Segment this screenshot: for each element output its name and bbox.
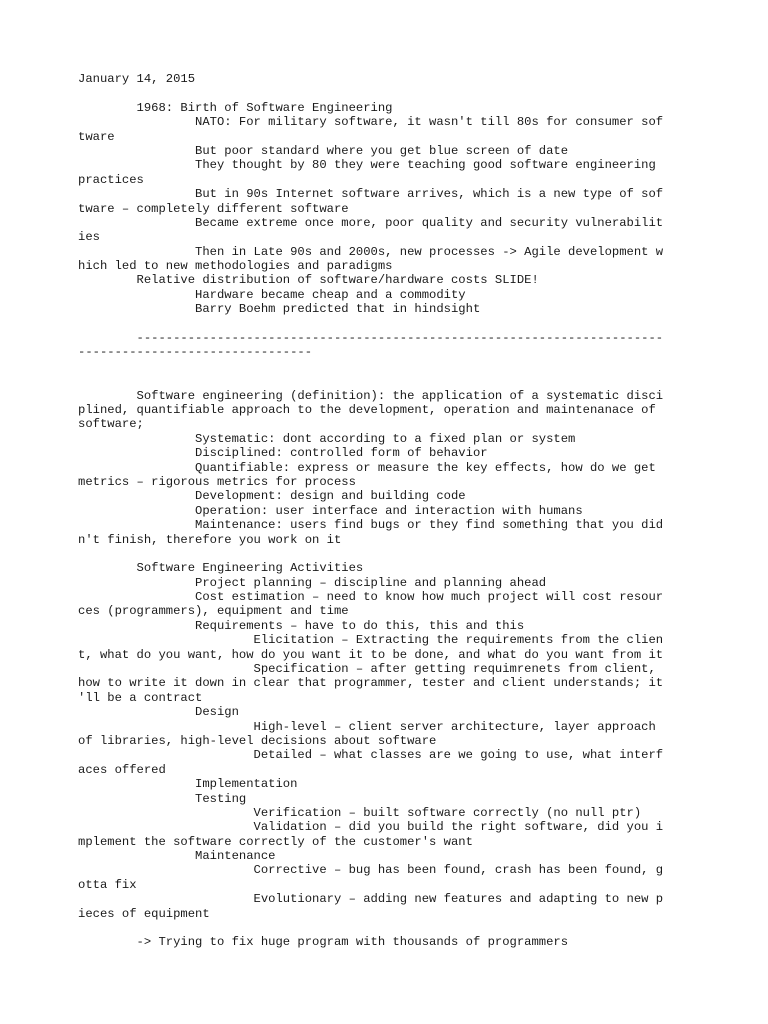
- text-line: ies: [78, 230, 100, 245]
- text-line: Cost estimation – need to know how much project will cost resour: [78, 590, 664, 605]
- text-line: Elicitation – Extracting the requirements from the clien: [78, 633, 664, 648]
- text-line: Maintenance: [78, 849, 276, 864]
- text-line: Maintenance: users find bugs or they find something that you did: [78, 518, 664, 533]
- text-line: Barry Boehm predicted that in hindsight: [78, 302, 481, 317]
- text-line: practices: [78, 172, 144, 187]
- text-line: Hardware became cheap and a commodity: [78, 287, 466, 302]
- text-line: Detailed – what classes are we going to use, what interf: [78, 748, 664, 763]
- text-line: Corrective – bug has been found, crash has been found, g: [78, 863, 664, 878]
- text-line: Requirements – have to do this, this and this: [78, 618, 525, 633]
- text-line: how to write it down in clear that programmer, tester and client understands; it: [78, 676, 664, 691]
- text-line: 'll be a contract: [78, 690, 203, 705]
- text-line: otta fix: [78, 877, 137, 892]
- date-line: January 14, 2015: [78, 72, 196, 86]
- text-line: But in 90s Internet software arrives, which is a new type of sof: [78, 187, 664, 202]
- text-line: mplement the software correctly of the customer's want: [78, 834, 473, 849]
- text-line: Development: design and building code: [78, 489, 466, 504]
- text-line: aces offered: [78, 762, 166, 777]
- text-line: Systematic: dont according to a fixed plan or system: [78, 431, 576, 446]
- text-line: tware: [78, 129, 115, 144]
- section-heading: Software engineering (definition): the application of a systematic disci: [78, 388, 664, 403]
- text-line: They thought by 80 they were teaching good software engineering: [78, 158, 656, 173]
- text-line: Disciplined: controlled form of behavior: [78, 446, 488, 461]
- text-line: [78, 317, 698, 331]
- text-line: NATO: For military software, it wasn't till 80s for consumer sof: [78, 115, 664, 130]
- text-line: Validation – did you build the right software, did you i: [78, 820, 664, 835]
- section-heading: Software Engineering Activities: [78, 561, 364, 576]
- text-line: ieces of equipment: [78, 906, 210, 921]
- text-line: Implementation: [78, 777, 298, 792]
- divider-line: ------------------------------------------------------------------------: [78, 331, 664, 346]
- text-line: ces (programmers), equipment and time: [78, 604, 349, 619]
- text-line: Then in Late 90s and 2000s, new processes -> Agile development w: [78, 244, 664, 259]
- text-line: Quantifiable: express or measure the key effects, how do we get: [78, 460, 656, 475]
- divider-line: --------------------------------: [78, 345, 313, 360]
- text-line: Evolutionary – adding new features and adapting to new p: [78, 892, 664, 907]
- notes-text: [78, 72, 698, 950]
- text-line: Verification – built software correctly (no null ptr): [78, 805, 642, 820]
- text-line: Relative distribution of software/hardware costs SLIDE!: [78, 273, 539, 288]
- text-line: [78, 86, 698, 100]
- text-line: t, what do you want, how do you want it to be done, and what do you want from it: [78, 647, 664, 662]
- text-line: Specification – after getting requimrenets from client,: [78, 662, 656, 677]
- text-line: Testing: [78, 791, 247, 806]
- text-line: software;: [78, 417, 144, 432]
- text-line: Design: [78, 705, 239, 720]
- text-line: [78, 921, 698, 935]
- text-line: But poor standard where you get blue screen of date: [78, 143, 569, 158]
- text-line: Became extreme once more, poor quality and security vulnerabilit: [78, 215, 664, 230]
- text-line: [78, 360, 698, 374]
- text-line: n't finish, therefore you work on it: [78, 532, 342, 547]
- section-heading: 1968: Birth of Software Engineering: [78, 100, 393, 115]
- text-line: hich led to new methodologies and paradigms: [78, 259, 393, 274]
- text-line: Project planning – discipline and planning ahead: [78, 575, 547, 590]
- text-line: [78, 374, 698, 388]
- text-line: of libraries, high-level decisions about software: [78, 733, 437, 748]
- text-line: -> Trying to fix huge program with thousands of programmers: [78, 935, 569, 950]
- text-line: High-level – client server architecture, layer approach: [78, 719, 656, 734]
- text-line: metrics – rigorous metrics for process: [78, 474, 356, 489]
- text-line: Operation: user interface and interaction with humans: [78, 503, 583, 518]
- text-line: plined, quantifiable approach to the development, operation and maintenanace of: [78, 402, 656, 417]
- text-line: tware – completely different software: [78, 201, 349, 216]
- text-line: [78, 547, 698, 561]
